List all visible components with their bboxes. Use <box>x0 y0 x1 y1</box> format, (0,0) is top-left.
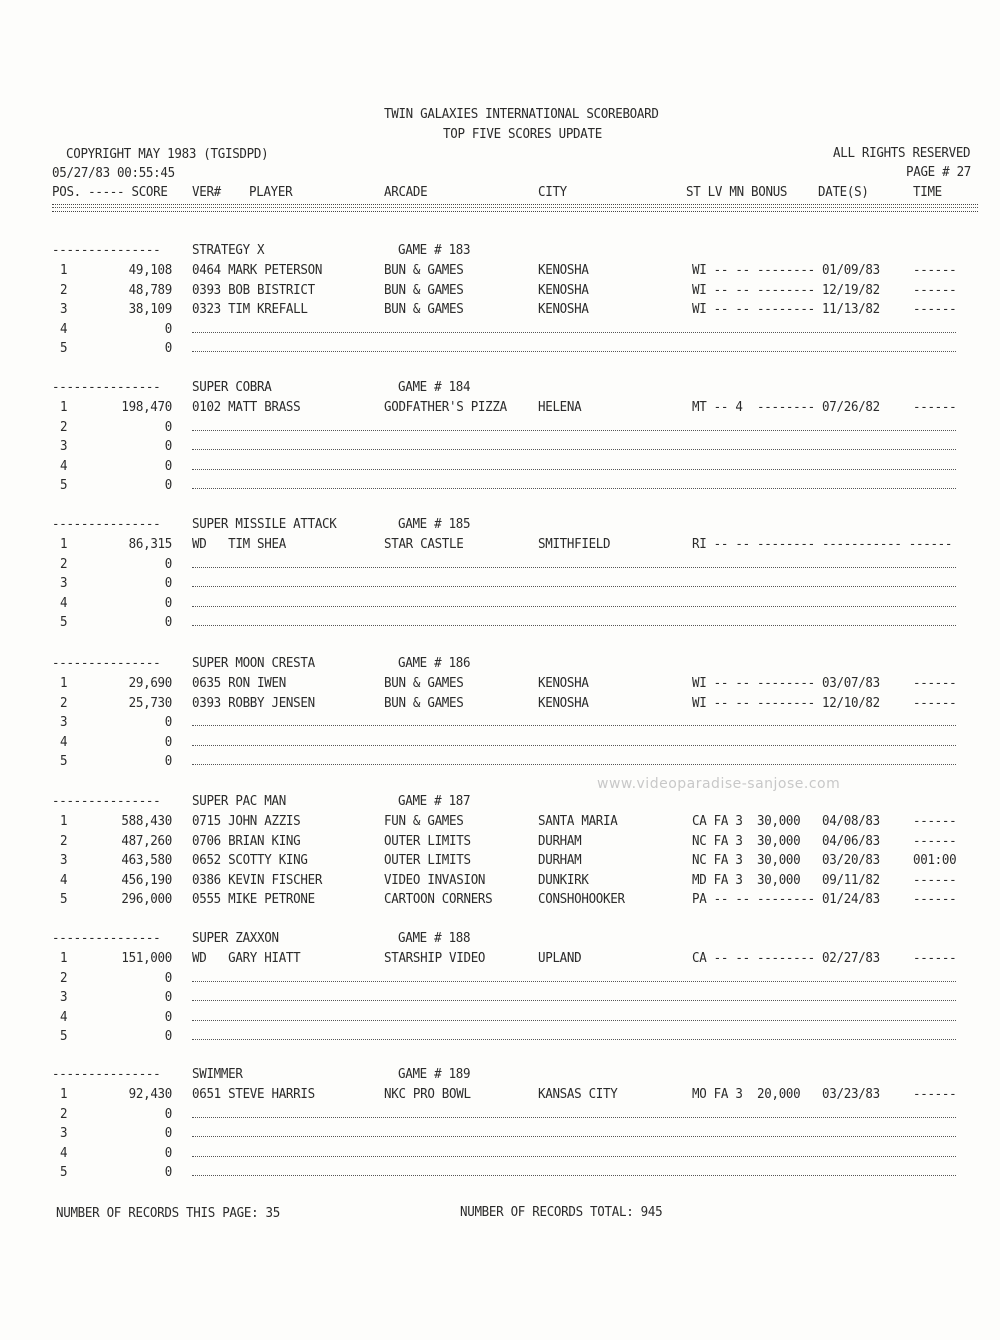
city-name: DURHAM <box>538 832 582 849</box>
time-value: ------ <box>913 694 957 711</box>
rank-position: 3 <box>60 713 68 730</box>
section-rule: --------------- <box>52 515 161 532</box>
game-name: SUPER ZAXXON <box>192 929 279 946</box>
rank-position: 5 <box>60 339 68 356</box>
rank-position: 1 <box>60 261 68 278</box>
score-value: 0 <box>164 613 172 630</box>
watermark: www.videoparadise-sanjose.com <box>597 776 841 792</box>
game-name: SUPER COBRA <box>192 378 272 395</box>
score-value: 0 <box>164 733 172 750</box>
score-details: CA FA 3 30,000 04/08/83 <box>692 812 880 829</box>
game-number: GAME # 187 <box>398 792 471 809</box>
score-value: 487,260 <box>121 832 172 849</box>
player-entry: WD GARY HIATT <box>192 949 301 966</box>
game-number: GAME # 184 <box>398 378 471 395</box>
score-value: 0 <box>164 457 172 474</box>
score-value: 0 <box>164 555 172 572</box>
empty-row-leader <box>192 981 956 982</box>
time-value: ------ <box>913 890 957 907</box>
rank-position: 1 <box>60 949 68 966</box>
score-value: 296,000 <box>121 890 172 907</box>
rank-position: 1 <box>60 812 68 829</box>
rank-position: 3 <box>60 574 68 591</box>
empty-row-leader <box>192 1175 956 1176</box>
arcade-name: VIDEO INVASION <box>384 871 486 888</box>
city-name: DURHAM <box>538 851 582 868</box>
arcade-name: STAR CASTLE <box>384 535 464 552</box>
rank-position: 2 <box>60 281 68 298</box>
col-header-arcade: ARCADE <box>384 183 428 200</box>
time-value: ------ <box>913 281 957 298</box>
city-name: SMITHFIELD <box>538 535 611 552</box>
rank-position: 2 <box>60 418 68 435</box>
score-value: 0 <box>164 339 172 356</box>
empty-row-leader <box>192 764 956 765</box>
section-rule: --------------- <box>52 378 161 395</box>
col-header-pos-score: POS. ----- SCORE <box>52 183 168 200</box>
section-rule: --------------- <box>52 792 161 809</box>
game-name: SWIMMER <box>192 1065 243 1082</box>
rank-position: 1 <box>60 1085 68 1102</box>
score-details: WI -- -- -------- 03/07/83 <box>692 674 880 691</box>
empty-row-leader <box>192 725 956 726</box>
game-number: GAME # 189 <box>398 1065 471 1082</box>
score-value: 0 <box>164 476 172 493</box>
time-value: ------ <box>913 300 957 317</box>
score-value: 0 <box>164 418 172 435</box>
empty-row-leader <box>192 745 956 746</box>
arcade-name: OUTER LIMITS <box>384 832 471 849</box>
empty-row-leader <box>192 625 956 626</box>
col-header-dates: DATE(S) <box>818 183 869 200</box>
player-entry: 0393 ROBBY JENSEN <box>192 694 315 711</box>
score-value: 463,580 <box>121 851 172 868</box>
arcade-name: OUTER LIMITS <box>384 851 471 868</box>
rank-position: 5 <box>60 1163 68 1180</box>
city-name: KENOSHA <box>538 300 589 317</box>
game-number: GAME # 183 <box>398 241 471 258</box>
score-value: 0 <box>164 752 172 769</box>
empty-row-leader <box>192 449 956 450</box>
arcade-name: BUN & GAMES <box>384 300 464 317</box>
copyright-notice: COPYRIGHT MAY 1983 (TGISDPD) <box>66 145 269 162</box>
empty-row-leader <box>192 1000 956 1001</box>
section-rule: --------------- <box>52 654 161 671</box>
rank-position: 4 <box>60 594 68 611</box>
empty-row-leader <box>192 606 956 607</box>
score-value: 0 <box>164 1027 172 1044</box>
player-entry: 0715 JOHN AZZIS <box>192 812 301 829</box>
rank-position: 3 <box>60 851 68 868</box>
arcade-name: GODFATHER'S PIZZA <box>384 398 507 415</box>
rank-position: 4 <box>60 733 68 750</box>
game-name: STRATEGY X <box>192 241 265 258</box>
city-name: KENOSHA <box>538 261 589 278</box>
game-number: GAME # 186 <box>398 654 471 671</box>
score-value: 0 <box>164 1144 172 1161</box>
rank-position: 4 <box>60 1144 68 1161</box>
score-details: WI -- -- -------- 12/10/82 <box>692 694 880 711</box>
report-timestamp: 05/27/83 00:55:45 <box>52 164 175 181</box>
rank-position: 2 <box>60 969 68 986</box>
rank-position: 1 <box>60 674 68 691</box>
empty-row-leader <box>192 1039 956 1040</box>
city-name: CONSHOHOOKER <box>538 890 625 907</box>
arcade-name: BUN & GAMES <box>384 694 464 711</box>
score-details: RI -- -- -------- ----------- ------ <box>692 535 953 552</box>
rank-position: 4 <box>60 1008 68 1025</box>
empty-row-leader <box>192 1136 956 1137</box>
player-entry: 0393 BOB BISTRICT <box>192 281 315 298</box>
col-header-city: CITY <box>538 183 567 200</box>
empty-row-leader <box>192 1156 956 1157</box>
report-subtitle: TOP FIVE SCORES UPDATE <box>443 125 602 142</box>
arcade-name: CARTOON CORNERS <box>384 890 493 907</box>
city-name: KENOSHA <box>538 674 589 691</box>
score-details: WI -- -- -------- 01/09/83 <box>692 261 880 278</box>
score-details: NC FA 3 30,000 03/20/83 <box>692 851 880 868</box>
score-details: PA -- -- -------- 01/24/83 <box>692 890 880 907</box>
col-header-time: TIME <box>913 183 942 200</box>
col-header-ver: VER# <box>192 183 221 200</box>
rank-position: 5 <box>60 752 68 769</box>
score-details: MO FA 3 20,000 03/23/83 <box>692 1085 880 1102</box>
arcade-name: STARSHIP VIDEO <box>384 949 486 966</box>
score-details: MT -- 4 -------- 07/26/82 <box>692 398 880 415</box>
score-value: 0 <box>164 1105 172 1122</box>
section-rule: --------------- <box>52 241 161 258</box>
player-entry: 0635 RON IWEN <box>192 674 286 691</box>
player-entry: 0706 BRIAN KING <box>192 832 301 849</box>
score-value: 0 <box>164 969 172 986</box>
city-name: DUNKIRK <box>538 871 589 888</box>
player-entry: 0102 MATT BRASS <box>192 398 301 415</box>
city-name: KANSAS CITY <box>538 1085 618 1102</box>
arcade-name: BUN & GAMES <box>384 674 464 691</box>
player-entry: 0386 KEVIN FISCHER <box>192 871 323 888</box>
player-entry: WD TIM SHEA <box>192 535 286 552</box>
score-value: 49,108 <box>128 261 172 278</box>
rank-position: 3 <box>60 300 68 317</box>
time-value: ------ <box>913 871 957 888</box>
score-details: WI -- -- -------- 12/19/82 <box>692 281 880 298</box>
report-title: TWIN GALAXIES INTERNATIONAL SCOREBOARD <box>384 105 659 122</box>
score-value: 0 <box>164 713 172 730</box>
score-value: 456,190 <box>121 871 172 888</box>
score-value: 0 <box>164 1124 172 1141</box>
rank-position: 5 <box>60 613 68 630</box>
rank-position: 1 <box>60 398 68 415</box>
player-entry: 0651 STEVE HARRIS <box>192 1085 315 1102</box>
time-value: ------ <box>913 1085 957 1102</box>
col-header-st-lv-mn-bonus: ST LV MN BONUS <box>686 183 788 200</box>
empty-row-leader <box>192 1020 956 1021</box>
arcade-name: BUN & GAMES <box>384 261 464 278</box>
empty-row-leader <box>192 351 956 352</box>
rank-position: 2 <box>60 1105 68 1122</box>
score-value: 588,430 <box>121 812 172 829</box>
score-details: CA -- -- -------- 02/27/83 <box>692 949 880 966</box>
section-rule: --------------- <box>52 929 161 946</box>
score-value: 0 <box>164 1163 172 1180</box>
score-value: 38,109 <box>128 300 172 317</box>
city-name: SANTA MARIA <box>538 812 618 829</box>
rank-position: 4 <box>60 320 68 337</box>
score-value: 0 <box>164 1008 172 1025</box>
rights-notice: ALL RIGHTS RESERVED <box>833 144 971 161</box>
empty-row-leader <box>192 469 956 470</box>
time-value: ------ <box>913 674 957 691</box>
page-number: PAGE # 27 <box>906 163 972 180</box>
header-separator <box>52 204 978 212</box>
score-value: 25,730 <box>128 694 172 711</box>
rank-position: 5 <box>60 1027 68 1044</box>
game-name: SUPER PAC MAN <box>192 792 286 809</box>
col-header-player: PLAYER <box>249 183 293 200</box>
score-value: 198,470 <box>121 398 172 415</box>
rank-position: 3 <box>60 988 68 1005</box>
player-entry: 0652 SCOTTY KING <box>192 851 308 868</box>
section-rule: --------------- <box>52 1065 161 1082</box>
time-value: ------ <box>913 832 957 849</box>
game-number: GAME # 185 <box>398 515 471 532</box>
score-value: 86,315 <box>128 535 172 552</box>
score-value: 29,690 <box>128 674 172 691</box>
rank-position: 3 <box>60 437 68 454</box>
empty-row-leader <box>192 567 956 568</box>
score-value: 48,789 <box>128 281 172 298</box>
score-value: 0 <box>164 594 172 611</box>
empty-row-leader <box>192 430 956 431</box>
score-value: 92,430 <box>128 1085 172 1102</box>
game-name: SUPER MISSILE ATTACK <box>192 515 337 532</box>
game-name: SUPER MOON CRESTA <box>192 654 315 671</box>
rank-position: 5 <box>60 890 68 907</box>
rank-position: 3 <box>60 1124 68 1141</box>
time-value: ------ <box>913 812 957 829</box>
player-entry: 0464 MARK PETERSON <box>192 261 323 278</box>
rank-position: 2 <box>60 694 68 711</box>
empty-row-leader <box>192 332 956 333</box>
rank-position: 5 <box>60 476 68 493</box>
score-value: 0 <box>164 437 172 454</box>
empty-row-leader <box>192 488 956 489</box>
rank-position: 2 <box>60 832 68 849</box>
score-value: 0 <box>164 320 172 337</box>
game-number: GAME # 188 <box>398 929 471 946</box>
time-value: ------ <box>913 261 957 278</box>
arcade-name: BUN & GAMES <box>384 281 464 298</box>
time-value: ------ <box>913 949 957 966</box>
rank-position: 4 <box>60 457 68 474</box>
score-details: MD FA 3 30,000 09/11/82 <box>692 871 880 888</box>
player-entry: 0555 MIKE PETRONE <box>192 890 315 907</box>
arcade-name: NKC PRO BOWL <box>384 1085 471 1102</box>
empty-row-leader <box>192 1117 956 1118</box>
score-value: 0 <box>164 574 172 591</box>
records-this-page: NUMBER OF RECORDS THIS PAGE: 35 <box>56 1204 280 1221</box>
score-value: 0 <box>164 988 172 1005</box>
city-name: KENOSHA <box>538 281 589 298</box>
empty-row-leader <box>192 586 956 587</box>
records-total: NUMBER OF RECORDS TOTAL: 945 <box>460 1203 663 1220</box>
score-details: WI -- -- -------- 11/13/82 <box>692 300 880 317</box>
rank-position: 4 <box>60 871 68 888</box>
city-name: KENOSHA <box>538 694 589 711</box>
score-details: NC FA 3 30,000 04/06/83 <box>692 832 880 849</box>
arcade-name: FUN & GAMES <box>384 812 464 829</box>
rank-position: 1 <box>60 535 68 552</box>
city-name: UPLAND <box>538 949 582 966</box>
city-name: HELENA <box>538 398 582 415</box>
rank-position: 2 <box>60 555 68 572</box>
time-value: ------ <box>913 398 957 415</box>
player-entry: 0323 TIM KREFALL <box>192 300 308 317</box>
time-value: 001:00 <box>913 851 957 868</box>
score-value: 151,000 <box>121 949 172 966</box>
